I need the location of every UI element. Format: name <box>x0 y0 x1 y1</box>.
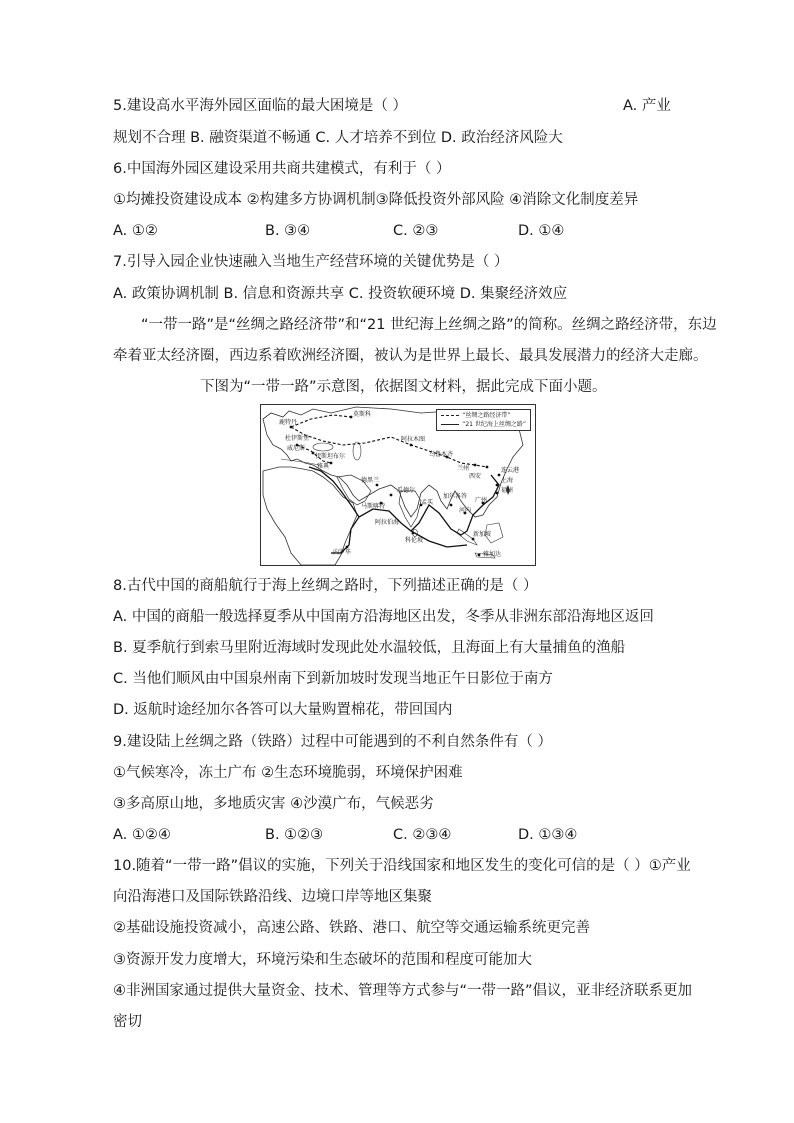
city-dots <box>290 416 501 557</box>
city-label: 瓜德尔 <box>397 487 416 494</box>
city-label: 德黑兰 <box>361 477 380 484</box>
q9-option-c: C. ②③④ <box>393 827 452 843</box>
city-label: 莫斯科 <box>353 411 372 418</box>
q10-item-4-cont: 密切 <box>113 1014 142 1030</box>
city-label: 乌鲁木齐 <box>429 451 454 458</box>
legend-sea-label: “21 世纪海上丝绸之路” <box>462 421 526 428</box>
black-sea <box>313 443 333 451</box>
belt-road-map <box>260 404 536 566</box>
q9-option-a: A. ①②④ <box>113 827 171 843</box>
city-label: 连云港 <box>501 467 520 474</box>
city-label: 新加坡 <box>473 531 492 538</box>
q10-stem: 10.随着“一带一路”倡议的实施，下列关于沿线国家和地区发生的变化可信的是（ ）①产业 <box>113 858 691 874</box>
q9-option-b: B. ①②③ <box>265 827 324 843</box>
passage-line-3: 下图为“一带一路”示意图，依据图文材料，据此完成下面小题。 <box>200 379 607 395</box>
q5-options: 规划不合理 B. 融资渠道不畅通 C. 人才培养不到位 D. 政治经济风险大 <box>113 130 563 146</box>
q6-option-a: A. ①② <box>113 223 158 239</box>
solid-line-icon <box>441 424 459 425</box>
city-label: 杜伊斯堡 <box>285 435 310 442</box>
q6-option-b: B. ③④ <box>265 223 311 239</box>
city-label: 科伦坡 <box>405 537 424 544</box>
q10-item-3: ③资源开发力度增大，环境污染和生态破坏的范围和程度可能加大 <box>113 952 532 968</box>
city-label: 福州 <box>501 487 514 494</box>
q9-stem: 9.建设陆上丝绸之路（铁路）过程中可能遇到的不利自然条件有（ ） <box>113 734 552 750</box>
q8-option-b: B. 夏季航行到索马里附近海域时发现此处水温较低，且海面上有大量捕鱼的渔船 <box>113 640 626 656</box>
city-label: 阿拉伯海 <box>375 519 400 526</box>
city-label: 阿拉木图 <box>401 436 426 443</box>
city-label: 兰州 <box>457 465 470 472</box>
q9-items-1: ①气候寒冷，冻土广布 ②生态环境脆弱，环境保护困难 <box>113 765 463 781</box>
q10-item-4: ④非洲国家通过提供大量资金、技术、管理等方式参与“一带一路”倡议，亚非经济联系更加 <box>113 983 693 999</box>
q7-options: A. 政策协调机制 B. 信息和资源共享 C. 投资软硬环境 D. 集聚经济效应 <box>113 286 568 302</box>
caspian-sea <box>353 442 361 460</box>
q6-stem: 6.中国海外园区建设采用共商共建模式，有利于（ ） <box>113 161 451 177</box>
passage-line-2: 牵着亚太经济圈，西边系着欧洲经济圈，被认为是世界上最长、最具发展潜力的经济大走廊。 <box>113 348 708 364</box>
city-label: 广州 <box>475 497 488 504</box>
q6-option-c: C. ②③ <box>393 223 439 239</box>
q5-stem: 5.建设高水平海外园区面临的最大困境是（ ） <box>113 98 407 114</box>
q6-option-d: D. ①④ <box>518 223 565 239</box>
city-label: 河内 <box>459 507 472 514</box>
city-label: 孟买 <box>421 499 434 506</box>
q8-option-a: A. 中国的商船一般选择夏季从中国南方沿海地区出发，冬季从非洲东部沿海地区返回 <box>113 609 654 625</box>
q8-option-d: D. 返航时途经加尔各答可以大量购置棉花，带回国内 <box>113 702 453 718</box>
city-label: 伊斯坦布尔 <box>315 453 346 460</box>
legend-sea-route <box>441 420 526 429</box>
dashed-line-icon <box>441 415 459 416</box>
q7-stem: 7.引导入园企业快速融入当地生产经营环境的关键优势是（ ） <box>113 254 509 270</box>
city-label: 鹿特丹 <box>279 419 298 426</box>
city-label: 内罗毕 <box>333 549 352 556</box>
legend-land-route <box>441 411 526 420</box>
city-label: 雅典 <box>317 463 330 470</box>
mediterranean <box>281 459 319 465</box>
q8-option-c: C. 当他们顺风由中国泉州南下到新加坡时发现当地正午日影位于南方 <box>113 671 553 687</box>
city-label: 上海 <box>501 477 514 484</box>
map-legend <box>436 409 531 431</box>
q5-option-a: A. 产业 <box>623 98 671 114</box>
passage-line-1: “一带一路”是“丝绸之路经济带”和“21 世纪海上丝绸之路”的简称。丝绸之路经济带，东边 <box>141 317 717 333</box>
q6-items: ①均摊投资建设成本 ②构建多方协调机制③降低投资外部风险 ④消除文化制度差异 <box>113 192 639 208</box>
city-label: 雅加达 <box>483 551 502 558</box>
city-label: 马斯喀特 <box>361 503 386 510</box>
q10-item-2: ②基础设施投资减小，高速公路、铁路、港口、航空等交通运输系统更完善 <box>113 920 590 936</box>
city-label: 加尔各答 <box>443 493 468 500</box>
city-label: 威尼斯 <box>287 445 306 452</box>
q9-items-2: ③多高原山地，多地质灾害 ④沙漠广布，气候恶劣 <box>113 796 434 812</box>
q10-stem-cont: 向沿海港口及国际铁路沿线、边境口岸等地区集聚 <box>113 889 432 905</box>
q8-stem: 8.古代中国的商船航行于海上丝绸之路时，下列描述正确的是（ ） <box>113 578 538 594</box>
india-coastline <box>399 491 421 527</box>
legend-land-label: “丝绸之路经济带” <box>462 412 511 419</box>
city-label: 西安 <box>469 473 482 480</box>
q9-option-d: D. ①③④ <box>518 827 578 843</box>
